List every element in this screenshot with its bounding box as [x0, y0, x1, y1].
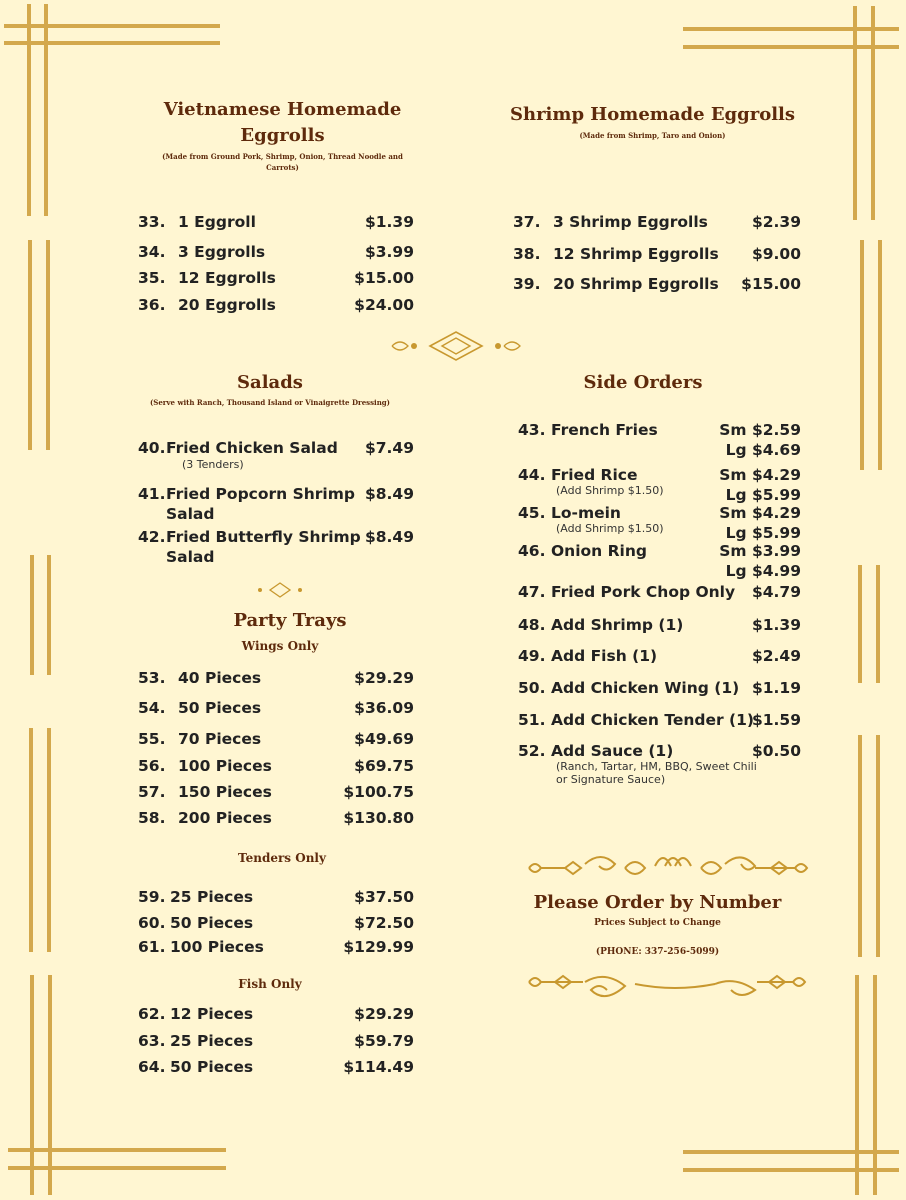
- scroll-ornament: [525, 848, 815, 882]
- item-name: 12 Pieces: [170, 1005, 254, 1023]
- item-price: $0.50: [751, 742, 801, 760]
- item-name: 50 Pieces: [170, 914, 254, 932]
- ornament-divider: [100, 330, 812, 362]
- menu-item: [0, 212, 906, 232]
- item-price: $130.80: [343, 809, 414, 827]
- item-number: 33.: [138, 213, 166, 231]
- item-price: $29.29: [354, 669, 414, 687]
- eggrolls-subtitle: [130, 151, 435, 173]
- menu-item: [0, 1031, 906, 1051]
- menu-item: [0, 782, 906, 802]
- item-price: Sm $4.29: [719, 466, 801, 484]
- tenders-caption: Tenders Only: [238, 851, 326, 865]
- item-name: Add Chicken Tender (1): [551, 711, 754, 729]
- menu-item: [0, 710, 906, 730]
- item-name: Add Shrimp (1): [551, 616, 684, 634]
- item-name: 12 Shrimp Eggrolls: [553, 245, 719, 263]
- item-price: $1.19: [751, 679, 801, 697]
- item-name: 70 Pieces: [178, 730, 262, 748]
- item-price: $72.50: [354, 914, 414, 932]
- item-name: 200 Pieces: [178, 809, 272, 827]
- item-number: 37.: [513, 213, 541, 231]
- item-name: 50 Pieces: [170, 1058, 254, 1076]
- item-name: 150 Pieces: [178, 783, 272, 801]
- item-name: 20 Shrimp Eggrolls: [553, 275, 719, 293]
- item-price: $7.49: [364, 439, 414, 457]
- menu-item: [0, 244, 906, 264]
- shrimp-eggrolls-title: Shrimp Homemade Eggrolls: [509, 104, 796, 125]
- item-name: 100 Pieces: [170, 938, 264, 956]
- frame-bar: [27, 4, 31, 216]
- menu-item: [0, 646, 906, 666]
- item-note: (Ranch, Tartar, HM, BBQ, Sweet Chili: [556, 760, 757, 773]
- item-price: $29.29: [354, 1005, 414, 1023]
- item-number: 64.: [138, 1058, 166, 1076]
- item-number: 44.: [518, 466, 546, 484]
- item-price: $1.39: [751, 616, 801, 634]
- item-name-cont: Salad: [166, 505, 215, 523]
- item-number: 36.: [138, 296, 166, 314]
- item-price: $2.49: [751, 647, 801, 665]
- item-name: French Fries: [551, 421, 658, 439]
- scroll-ornament: [525, 968, 815, 1002]
- item-number: 41.: [138, 485, 166, 503]
- item-name: 3 Shrimp Eggrolls: [553, 213, 708, 231]
- item-number: 42.: [138, 528, 166, 546]
- item-number: 57.: [138, 783, 166, 801]
- item-name: 40 Pieces: [178, 669, 262, 687]
- item-name: Add Fish (1): [551, 647, 658, 665]
- item-price: Sm $2.59: [719, 421, 801, 439]
- item-price: $15.00: [741, 275, 801, 293]
- item-number: 60.: [138, 914, 166, 932]
- shrimp-eggrolls-subtitle: (Made from Shrimp, Taro and Onion): [579, 131, 726, 140]
- item-note: (3 Tenders): [182, 458, 244, 471]
- menu-item: [0, 582, 906, 602]
- item-number: 54.: [138, 699, 166, 717]
- fish-caption: Fish Only: [238, 977, 302, 991]
- item-price: $9.00: [751, 245, 801, 263]
- item-price: Sm $4.29: [719, 504, 801, 522]
- item-name: Fried Popcorn Shrimp: [166, 485, 355, 503]
- frame-bar: [8, 1166, 226, 1170]
- item-note: (Add Shrimp $1.50): [556, 484, 664, 497]
- item-number: 39.: [513, 275, 541, 293]
- eggrolls-subtitle-line1: (Made from Ground Pork, Shrimp, Onion, Thread Noodle and: [162, 152, 403, 161]
- side-orders-title: Side Orders: [583, 372, 703, 393]
- item-name: 50 Pieces: [178, 699, 262, 717]
- item-number: 38.: [513, 245, 541, 263]
- item-price: $69.75: [354, 757, 414, 775]
- item-name: 20 Eggrolls: [178, 296, 276, 314]
- frame-bar: [8, 1148, 226, 1152]
- salads-subtitle: (Serve with Ranch, Thousand Island or Vinaigrette Dressing): [149, 398, 390, 407]
- item-price-large: Lg $4.69: [725, 441, 801, 459]
- frame-bar: [4, 41, 220, 45]
- item-name: 100 Pieces: [178, 757, 272, 775]
- prices-note: Prices Subject to Change: [594, 918, 721, 928]
- frame-bar: [683, 27, 899, 31]
- item-number: 49.: [518, 647, 546, 665]
- item-name: Fried Chicken Salad: [166, 439, 338, 457]
- item-note-cont: or Signature Sauce): [556, 773, 666, 786]
- menu-item: [0, 295, 906, 315]
- item-price: Sm $3.99: [719, 542, 801, 560]
- order-by-number-title: Please Order by Number: [533, 892, 782, 913]
- item-number: 56.: [138, 757, 166, 775]
- item-price: $1.59: [751, 711, 801, 729]
- item-name: Onion Ring: [551, 542, 647, 560]
- item-name: Add Sauce (1): [551, 742, 674, 760]
- item-price: $100.75: [343, 783, 414, 801]
- item-price: $36.09: [354, 699, 414, 717]
- item-number: 51.: [518, 711, 546, 729]
- item-number: 61.: [138, 938, 166, 956]
- item-name: Fried Pork Chop Only: [551, 583, 736, 601]
- frame-bar: [853, 6, 857, 220]
- item-price: $3.99: [364, 243, 414, 261]
- frame-bar: [871, 6, 875, 220]
- frame-bar: [44, 4, 48, 216]
- item-price: $15.00: [354, 269, 414, 287]
- eggrolls-title: [140, 97, 425, 149]
- item-number: 35.: [138, 269, 166, 287]
- salads-title: Salads: [237, 372, 303, 393]
- item-number: 34.: [138, 243, 166, 261]
- item-name: Fried Butterfly Shrimp: [166, 528, 361, 546]
- menu-item: [0, 1004, 906, 1024]
- item-number: 46.: [518, 542, 546, 560]
- frame-bar: [683, 45, 899, 49]
- item-number: 58.: [138, 809, 166, 827]
- item-price: $2.39: [751, 213, 801, 231]
- item-price: $59.79: [354, 1032, 414, 1050]
- item-name-cont: Salad: [166, 548, 215, 566]
- item-price: $129.99: [343, 938, 414, 956]
- item-number: 45.: [518, 504, 546, 522]
- item-price: $114.49: [343, 1058, 414, 1076]
- item-name: 25 Pieces: [170, 888, 254, 906]
- item-number: 40.: [138, 439, 166, 457]
- eggrolls-title-line2: Eggrolls: [240, 125, 325, 146]
- item-price: $37.50: [354, 888, 414, 906]
- item-name: 1 Eggroll: [178, 213, 256, 231]
- item-price: $24.00: [354, 296, 414, 314]
- phone-number: (PHONE: 337-256-5099): [595, 947, 720, 957]
- frame-bar: [683, 1150, 899, 1154]
- item-name: 25 Pieces: [170, 1032, 254, 1050]
- menu-item: [0, 274, 906, 294]
- item-price: $49.69: [354, 730, 414, 748]
- item-number: 48.: [518, 616, 546, 634]
- item-number: 53.: [138, 669, 166, 687]
- eggrolls-subtitle-line2: Carrots): [266, 163, 299, 172]
- menu-item: [0, 615, 906, 635]
- item-name: Fried Rice: [551, 466, 638, 484]
- item-number: 55.: [138, 730, 166, 748]
- item-price-large: Lg $5.99: [725, 486, 801, 504]
- item-note: (Add Shrimp $1.50): [556, 522, 664, 535]
- frame-bar: [4, 24, 220, 28]
- menu-item: [0, 808, 906, 828]
- item-number: 63.: [138, 1032, 166, 1050]
- eggrolls-title-line1: Vietnamese Homemade: [163, 99, 402, 120]
- item-number: 47.: [518, 583, 546, 601]
- item-price: $8.49: [364, 485, 414, 503]
- frame-bar: [683, 1168, 899, 1172]
- item-price: $8.49: [364, 528, 414, 546]
- menu-item: [0, 678, 906, 698]
- party-trays-title: Party Trays: [233, 610, 347, 631]
- item-name: Lo-mein: [551, 504, 621, 522]
- wings-caption: Wings Only: [241, 639, 319, 653]
- item-number: 59.: [138, 888, 166, 906]
- item-price-large: Lg $4.99: [725, 562, 801, 580]
- item-price-large: Lg $5.99: [725, 524, 801, 542]
- item-number: 52.: [518, 742, 546, 760]
- item-price: $4.79: [751, 583, 801, 601]
- item-price: $1.39: [364, 213, 414, 231]
- menu-item: [0, 1057, 906, 1077]
- item-number: 50.: [518, 679, 546, 697]
- item-number: 43.: [518, 421, 546, 439]
- menu-item: [0, 541, 906, 580]
- item-name: 3 Eggrolls: [178, 243, 266, 261]
- item-name: Add Chicken Wing (1): [551, 679, 740, 697]
- item-name: 12 Eggrolls: [178, 269, 276, 287]
- item-number: 62.: [138, 1005, 166, 1023]
